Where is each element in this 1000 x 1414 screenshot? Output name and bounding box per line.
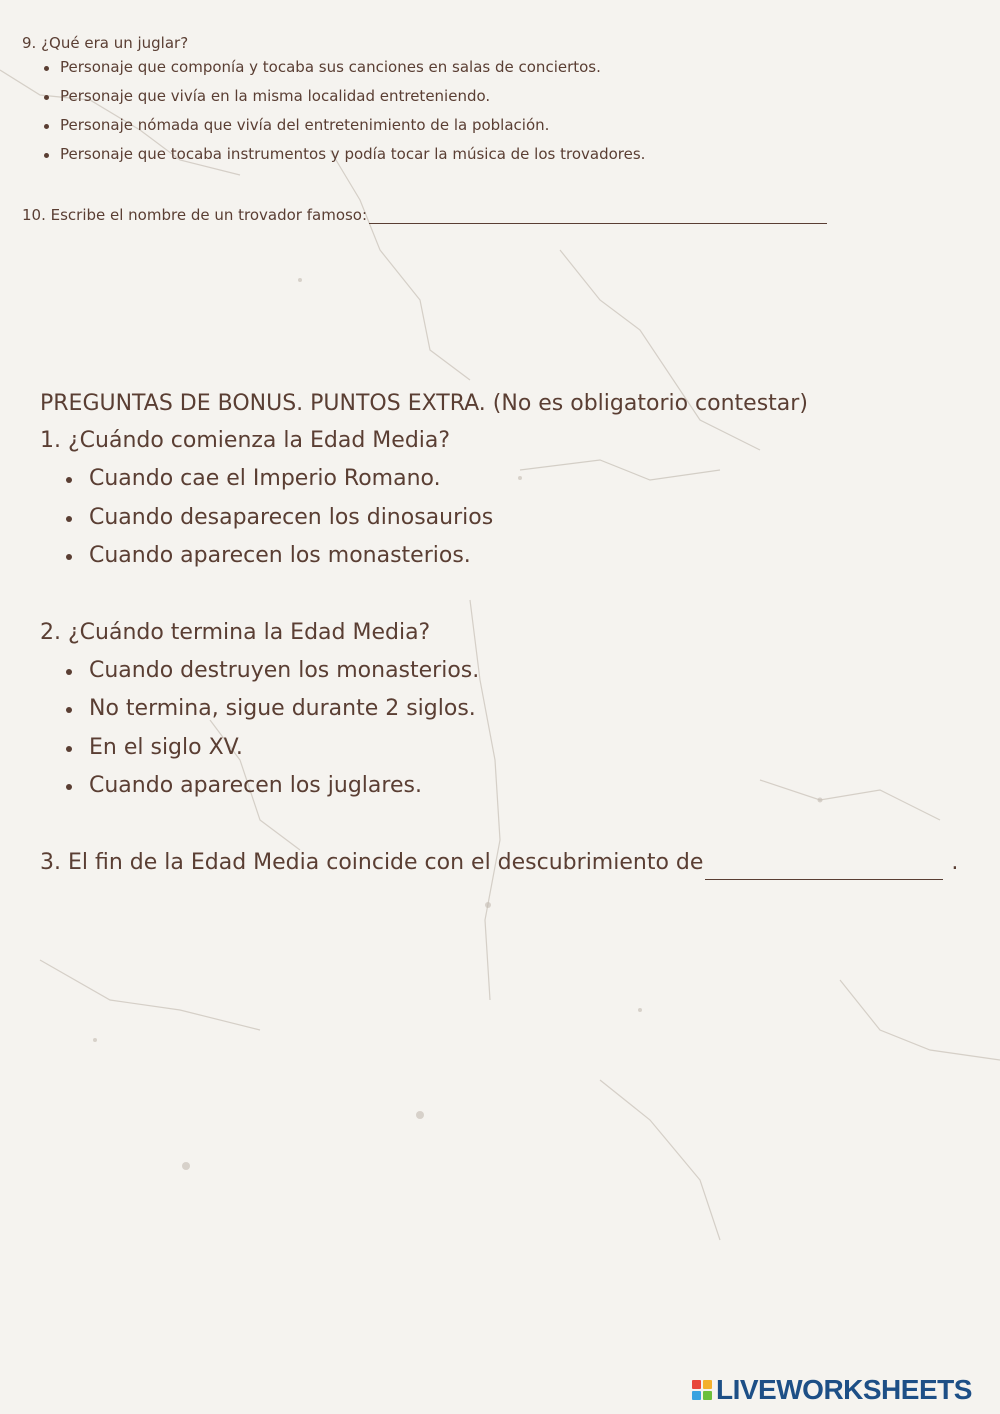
logo-letter xyxy=(703,1380,712,1389)
bonus-question-3 xyxy=(40,846,958,884)
list-item: Cuando cae el Imperio Romano. xyxy=(89,462,958,501)
question-10-title: 10. Escribe el nombre de un trovador famoso: xyxy=(22,206,368,224)
list-item: Cuando aparecen los monasterios. xyxy=(89,539,958,578)
answer-blank-line[interactable] xyxy=(369,207,827,224)
list-item: Personaje que componía y tocaba sus canciones en salas de conciertos. xyxy=(60,58,645,87)
list-item: Cuando destruyen los monasterios. xyxy=(89,654,958,693)
list-item: Cuando aparecen los juglares. xyxy=(89,769,958,808)
bonus-question-1-options xyxy=(40,462,958,578)
list-item: No termina, sigue durante 2 siglos. xyxy=(89,692,958,731)
question-9 xyxy=(22,34,645,174)
bonus-heading: PREGUNTAS DE BONUS. PUNTOS EXTRA. (No es obligatorio contestar) xyxy=(40,391,808,416)
answer-blank-line[interactable] xyxy=(705,857,943,880)
logo-letter xyxy=(703,1391,712,1400)
logo-text: LIVEWORKSHEETS xyxy=(716,1374,972,1405)
logo-mark xyxy=(692,1380,712,1400)
logo-letter xyxy=(692,1380,701,1389)
list-item: Personaje que vivía en la misma localidad entreteniendo. xyxy=(60,87,645,116)
question-10 xyxy=(22,206,827,224)
bonus-question-3-title: 3. El fin de la Edad Media coincide con el descubrimiento de xyxy=(40,849,704,875)
list-item: Cuando desaparecen los dinosaurios xyxy=(89,501,958,540)
bonus-question-2-options xyxy=(40,654,958,808)
list-item: Personaje nómada que vivía del entretenimiento de la población. xyxy=(60,116,645,145)
bonus-question-1-title: 1. ¿Cuándo comienza la Edad Media? xyxy=(40,428,451,453)
liveworksheets-logo xyxy=(692,1375,972,1405)
bonus-section xyxy=(40,388,958,884)
bonus-question-3-end: . xyxy=(951,849,959,875)
list-item: En el siglo XV. xyxy=(89,731,958,770)
question-9-title: 9. ¿Qué era un juglar? xyxy=(22,34,189,52)
question-9-options xyxy=(22,58,645,174)
list-item: Personaje que tocaba instrumentos y podía tocar la música de los trovadores. xyxy=(60,145,645,174)
bonus-question-2-title: 2. ¿Cuándo termina la Edad Media? xyxy=(40,619,431,645)
logo-letter xyxy=(692,1391,701,1400)
